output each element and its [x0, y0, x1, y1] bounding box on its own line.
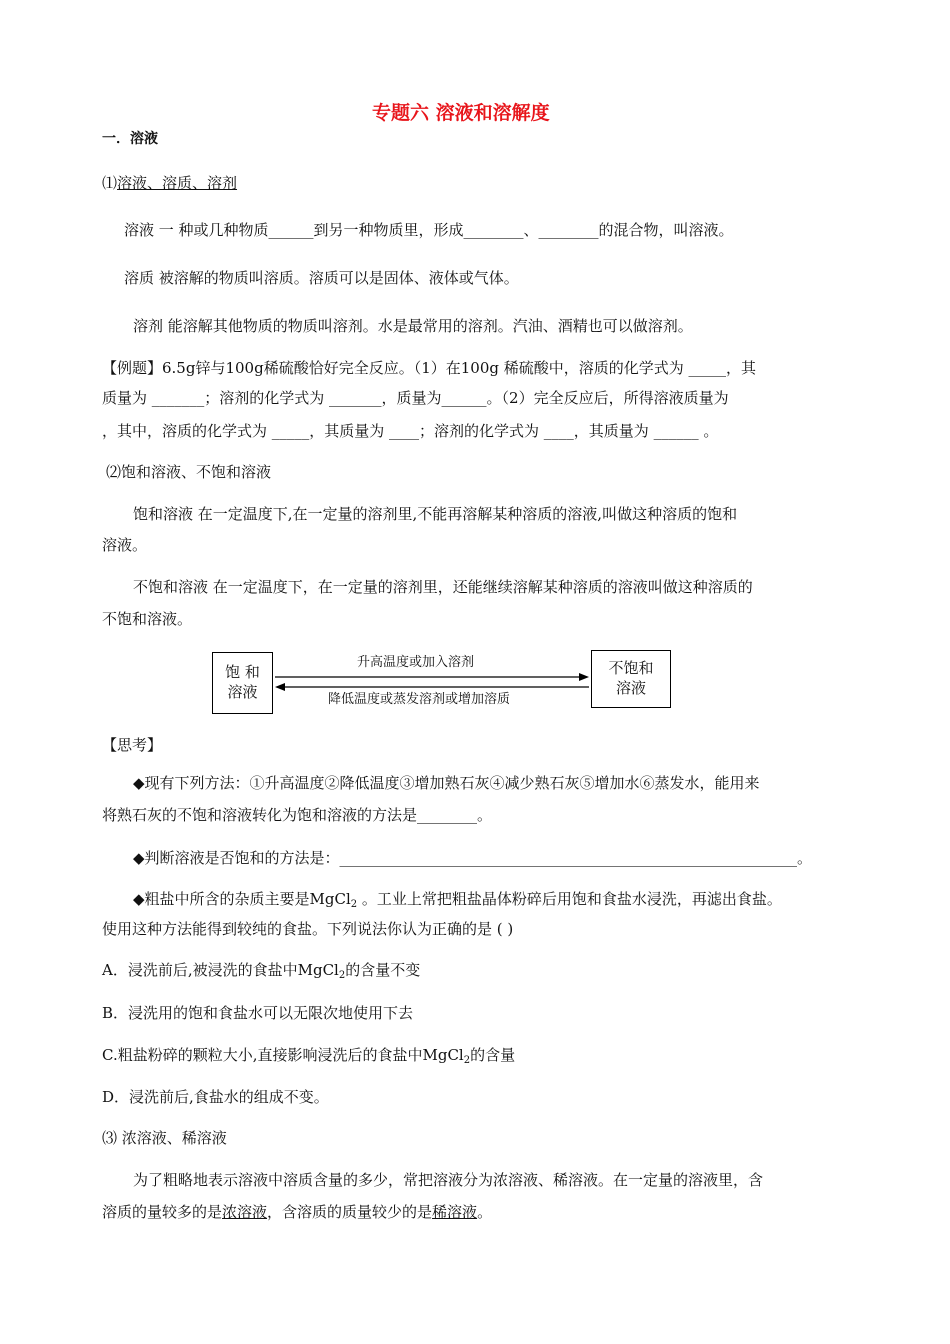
- question-3-text-b: 。工业上常把粗盐晶体粉碎后用饱和食盐水浸洗，再滤出食盐。: [357, 890, 782, 908]
- concentration-text-c: 。: [477, 1203, 493, 1221]
- question-3-line-1: [133, 892, 782, 910]
- unsaturated-def-line-2: 不饱和溶液。: [102, 610, 193, 628]
- concentration-line-1: 为了粗略地表示溶液中溶质含量的多少，常把溶液分为浓溶液、稀溶液。在一定量的溶液里，含: [133, 1171, 764, 1189]
- example-line-1: 【例题】6.5g锌与100g稀硫酸恰好完全反应。（1）在100g 稀硫酸中，溶质的化学式为 _____，其: [102, 359, 757, 377]
- unsaturated-def-line-1: 不饱和溶液 在一定温度下，在一定量的溶剂里，还能继续溶解某种溶质的溶液叫做这种溶质的: [133, 578, 753, 596]
- arrow-label-to-unsaturated: 升高温度或加入溶剂: [357, 655, 475, 670]
- option-a-text-b: 的含量不变: [345, 961, 421, 979]
- saturated-def-line-2: 溶液。: [102, 536, 148, 554]
- option-d: D．浸洗前后,食盐水的组成不变。: [102, 1088, 329, 1106]
- option-c: [102, 1048, 515, 1066]
- subheading-1: [102, 176, 237, 191]
- subheading-3: ⑶ 浓溶液、稀溶液: [102, 1129, 227, 1147]
- question-3-subscript: 2: [350, 899, 358, 910]
- section-heading-solution: 一．溶液: [102, 131, 158, 147]
- example-line-3: ，其中，溶质的化学式为 _____，其质量为 ____；溶剂的化学式为 ____，其质量为 ______ 。: [102, 422, 719, 440]
- option-c-text-b: 的含量: [470, 1046, 516, 1064]
- definition-solution: 溶液 一 种或几种物质______到另一种物质里，形成________、________的混合物，叫溶液。: [124, 221, 734, 239]
- question-2: ◆判断溶液是否饱和的方法是：_____________________________________________________________。: [133, 849, 813, 867]
- option-b: B．浸洗用的饱和食盐水可以无限次地使用下去: [102, 1004, 414, 1022]
- unsaturated-box: [591, 650, 671, 708]
- subheading-1-label: 溶液、溶质、溶剂: [117, 174, 238, 192]
- example-line-2: 质量为 _______；溶剂的化学式为 _______，质量为______。（2）完全反应后，所得溶液质量为: [102, 389, 729, 407]
- definition-solvent: 溶剂 能溶解其他物质的物质叫溶剂。水是最常用的溶剂。汽油、酒精也可以做溶剂。: [133, 317, 693, 335]
- option-c-subscript: 2: [463, 1055, 471, 1066]
- definition-solute: 溶质 被溶解的物质叫溶质。溶质可以是固体、液体或气体。: [124, 269, 519, 287]
- page-title: 专题六 溶液和溶解度: [372, 102, 550, 124]
- saturated-box-line-1: 饱 和: [225, 663, 260, 681]
- concentration-text-a: 溶质的量较多的是: [102, 1203, 223, 1221]
- unsaturated-box-line-1: 不饱和: [608, 659, 654, 677]
- subheading-2: ⑵饱和溶液、不饱和溶液: [106, 463, 272, 481]
- arrow-label-to-saturated: 降低温度或蒸发溶剂或增加溶质: [328, 692, 511, 707]
- saturated-def-line-1: 饱和溶液 在一定温度下,在一定量的溶剂里,不能再溶解某种溶质的溶液,叫做这种溶质的饱和: [133, 505, 738, 523]
- left-arrow: [275, 683, 589, 691]
- right-arrow: [275, 673, 589, 681]
- option-a-text-a: A．浸洗前后,被浸洗的食盐中MgCl: [102, 961, 339, 979]
- saturated-box: [212, 652, 273, 714]
- question-3-line-2: 使用这种方法能得到较纯的食盐。下列说法你认为正确的是 ( ): [102, 920, 514, 938]
- conversion-arrows: [273, 670, 591, 694]
- dilute-solution-term: 稀溶液: [432, 1203, 478, 1221]
- saturated-box-line-2: 溶液: [227, 683, 258, 701]
- subheading-1-num: ⑴: [102, 174, 118, 192]
- think-heading: 【思考】: [102, 736, 163, 754]
- concentration-line-2: [102, 1205, 492, 1220]
- concentrated-solution-term: 浓溶液: [222, 1203, 268, 1221]
- option-c-text-a: C.粗盐粉碎的颗粒大小,直接影响浸洗后的食盐中MgCl: [102, 1046, 464, 1064]
- option-a-subscript: 2: [338, 970, 346, 981]
- question-1-line-2: 将熟石灰的不饱和溶液转化为饱和溶液的方法是________。: [102, 806, 493, 824]
- question-1-line-1: ◆现有下列方法：①升高温度②降低温度③增加熟石灰④减少熟石灰⑤增加水⑥蒸发水，能用来: [133, 774, 760, 792]
- unsaturated-box-line-2: 溶液: [615, 679, 646, 697]
- option-a: [102, 963, 420, 981]
- question-3-text-a: ◆粗盐中所含的杂质主要是MgCl: [133, 890, 351, 908]
- concentration-text-b: ，含溶质的质量较少的是: [267, 1203, 433, 1221]
